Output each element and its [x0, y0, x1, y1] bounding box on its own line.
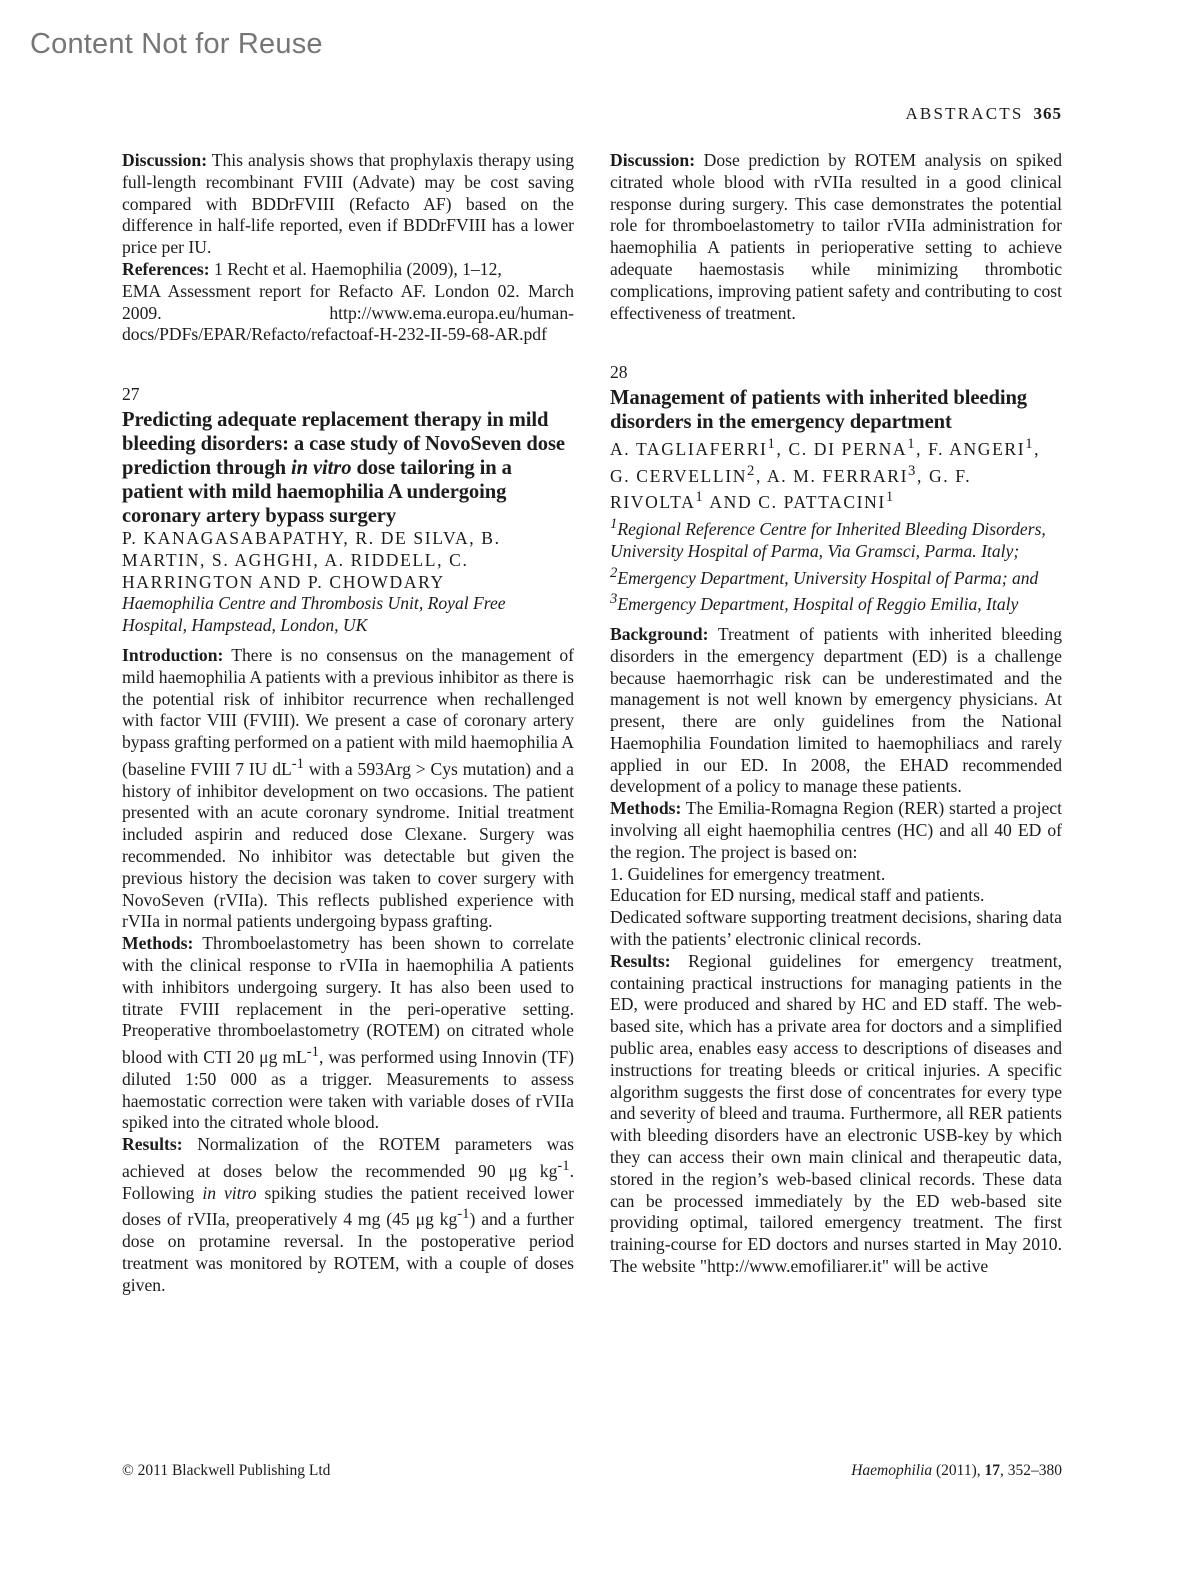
superscript: -1 — [457, 1206, 470, 1223]
results-text: Regional guidelines for emergency treatment, containing practical instructions for managing patients in the ED, were produced and shared by HC and ED staff. The web-based site, which has a private area for doctors and a simplified public area, enables easy access to descriptions of diseases and instructions for treating bleeds or critical injuries. A specific algorithm suggests the first dose of concentrates for every type and severity of bleed and trauma. Furthermore, all RER patients with bleeding disorders have an electronic USB-key by which they can access their own main clinical and therapeutic data, stored in the region’s web-based clinical records. These data can be processed immediately by the ED web-based site providing optimal, tailored emergency treatment. The first training-course for ED doctors and nurses started in May 2010. The website "http://www.emofiliarer.it" will be active — [610, 950, 1062, 1277]
methods-label: Methods: — [122, 933, 194, 954]
methods-list-item: 1. Guidelines for emergency treatment. — [610, 863, 886, 884]
methods-label: Methods: — [610, 798, 682, 819]
author-separator: AND — [704, 492, 759, 513]
introduction-text: with a 593Arg > Cys mutation) and a history of inhibitor development on two occasions. The patient presented with an acute coronary syndrome. Initial treatment included aspirin and reduced dose Clexane. Surgery was recommended. No inhibitor was detectable but given the previous history the decision was taken to cover surgery with NovoSeven (rVIIa). This reflects published experience with rVIIa in normal patients undergoing bypass grafting. — [122, 758, 574, 932]
discussion-text: This analysis shows that prophylaxis therapy using full-length recombinant FVIII (Advate) may be cost saving compared with BDDrFVIII (Refacto AF) based on the difference in half-life reported, even if BDDrFVIII has a lower price per IU. — [122, 150, 574, 258]
author-name: A. TAGLIAFERRI — [610, 439, 768, 460]
author-separator: , — [755, 465, 767, 486]
methods-text: Thromboelastometry has been shown to correlate with the clinical response to rVIIa in haemophilia A patients with inhibitors undergoing surgery. It has also been used to titrate FVIII replacement in the peri-operative setting. Preoperative thromboelastometry (ROTEM) on citrated whole blood with CTI 20 μg mL — [122, 933, 574, 1068]
superscript: 2 — [610, 564, 618, 581]
discussion-paragraph — [122, 150, 574, 259]
discussion-paragraph — [610, 150, 1062, 324]
methods-paragraph — [610, 798, 1062, 863]
watermark: Content Not for Reuse — [30, 28, 323, 60]
superscript: 1 — [767, 436, 777, 453]
methods-paragraph — [122, 933, 574, 1134]
author-name: G. CERVELLIN — [610, 465, 748, 486]
background-paragraph — [610, 624, 1062, 798]
superscript: 1 — [885, 489, 895, 506]
superscript: -1 — [557, 1158, 570, 1174]
abstract-title: Management of patients with inherited bleeding disorders in the emergency department — [610, 387, 1027, 434]
superscript: -1 — [291, 755, 304, 772]
results-italic: in vitro — [202, 1182, 257, 1203]
page-number: 365 — [1033, 104, 1062, 123]
author-list — [610, 434, 1062, 514]
author-separator: , — [916, 439, 929, 460]
discussion-label: Discussion: — [610, 150, 696, 170]
results-text: . Following — [122, 1160, 574, 1203]
superscript: 1 — [695, 489, 705, 506]
abstract-number: 28 — [610, 362, 628, 383]
author-name: A. M. FERRARI — [767, 465, 909, 486]
references-paragraph — [122, 259, 574, 281]
introduction-text: There is no consensus on the management of mild haemophilia A patients with a previous inhibitor as there is the potential risk of inhibitor recurrence when rechallenged with factor VIII (FVIII). We present a case of coronary artery bypass grafting performed on a patient with mild haemophilia A (baseline FVIII 7 IU dL — [122, 644, 574, 779]
results-paragraph — [610, 951, 1062, 1278]
abstract-title-italic: in vitro — [290, 456, 352, 479]
introduction-paragraph — [122, 645, 574, 933]
affiliation-text: Regional Reference Centre for Inherited Bleeding Disorders, University Hospital of Parma, Via Gramsci, Parma. Italy; — [610, 519, 1046, 561]
affiliation: Haemophilia Centre and Thrombosis Unit, Royal Free Hospital, Hampstead, London, UK — [122, 593, 506, 636]
superscript: 3 — [610, 591, 618, 608]
superscript: -1 — [306, 1044, 320, 1061]
abstract-title-part: Predicting adequate replacement therapy in mild bleeding disorders: a case study of NovoSeven dose prediction through — [122, 408, 565, 479]
author-name: C. PATTACINI — [758, 492, 886, 513]
journal-year: (2011), — [932, 1462, 985, 1479]
results-text: Normalization of the ROTEM parameters was achieved at doses below the recommended 90 μg kg — [122, 1134, 574, 1181]
background-label: Background: — [610, 623, 709, 644]
section-title: ABSTRACTS — [905, 104, 1024, 123]
superscript: 1 — [1025, 436, 1035, 453]
results-label: Results: — [610, 950, 671, 971]
author-separator: , — [1034, 439, 1041, 460]
methods-list-item: Education for ED nursing, medical staff and patients. — [610, 885, 985, 906]
superscript: 1 — [907, 436, 917, 453]
journal-volume: 17 — [984, 1462, 1000, 1479]
author-separator: , — [776, 439, 789, 460]
results-text: spiking studies the patient received lower doses of rVIIa, preoperatively 4 mg (45 μg kg — [122, 1182, 574, 1230]
journal-pages: , 352–380 — [1000, 1462, 1062, 1479]
abstract-title-part: dose tailoring in a patient with mild haemophilia A undergoing coronary artery bypass surgery — [122, 456, 512, 527]
discussion-text: Dose prediction by ROTEM analysis on spiked citrated whole blood with rVIIa resulted in a good clinical response during surgery. This case demonstrates the potential role for thromboelastometry to tailor rVIIa administration for haemophilia A patients in perioperative setting to achieve adequate haemostasis while minimizing thrombotic complications, improving patient safety and contributing to cost effectiveness of treatment. — [610, 150, 1062, 323]
left-column — [122, 150, 574, 1297]
references-label: References: — [122, 258, 210, 279]
author-list: P. KANAGASABAPATHY, R. DE SILVA, B. MARTIN, S. AGHGHI, A. RIDDELL, C. HARRINGTON AND P. CHOWDARY — [122, 527, 501, 592]
discussion-label: Discussion: — [122, 150, 208, 170]
superscript: 1 — [610, 516, 618, 533]
author-separator: , — [916, 465, 929, 486]
footer-copyright: © 2011 Blackwell Publishing Ltd — [122, 1462, 331, 1479]
methods-text: , was performed using Innovin (TF) diluted 1:50 000 as a trigger. Measurements to assess haemostatic correction were taken with variable doses of rVIIa spiked into the citrated whole blood. — [122, 1047, 574, 1133]
abstract-number: 27 — [122, 384, 140, 405]
background-text: Treatment of patients with inherited bleeding disorders in the emergency department (ED) is a challenge because haemorrhagic risk can be underestimated and the management is not well known by emergency physicians. At present, there are only guidelines from the National Haemophilia Foundation limited to haemophiliacs and rarely applied in our ED. In 2008, the EHAD recommended development of a policy to manage these patients. — [610, 623, 1062, 797]
author-name: F. ANGERI — [928, 439, 1026, 460]
right-column — [610, 150, 1062, 1278]
journal-name: Haemophilia — [851, 1462, 933, 1479]
references-text: 1 Recht et al. Haemophilia (2009), 1–12, — [209, 258, 502, 279]
introduction-label: Introduction: — [122, 644, 224, 665]
affiliation — [610, 514, 1062, 616]
superscript: 2 — [747, 462, 756, 479]
author-name: G. F. RIVOLTA — [610, 465, 972, 513]
methods-text: The Emilia-Romagna Region (RER) started a project involving all eight haemophilia centres (HC) and all 40 ED of the region. The project is based on: — [610, 798, 1062, 862]
affiliation-text: Emergency Department, Hospital of Reggio Emilia, Italy — [617, 594, 1019, 615]
methods-list-item: Dedicated software supporting treatment decisions, sharing data with the patients’ electronic clinical records. — [610, 907, 1062, 950]
footer-citation — [851, 1462, 1062, 1480]
results-paragraph — [122, 1134, 574, 1296]
author-name: C. DI PERNA — [788, 439, 908, 460]
results-label: Results: — [122, 1134, 183, 1155]
reference-2: EMA Assessment report for Refacto AF. London 02. March 2009. http://www.ema.europa.eu/human-docs/PDFs/EPAR/Refacto/refactoaf-H-232-II-59-68-AR.pdf — [122, 280, 574, 345]
superscript: 3 — [908, 462, 917, 479]
affiliation-text: Emergency Department, University Hospital of Parma; and — [617, 567, 1039, 588]
running-head — [905, 104, 1062, 124]
abstract-title — [122, 408, 574, 528]
results-text: ) and a further dose on protamine reversal. In the postoperative period treatment was monitored by ROTEM, with a couple of doses given. — [122, 1209, 574, 1295]
